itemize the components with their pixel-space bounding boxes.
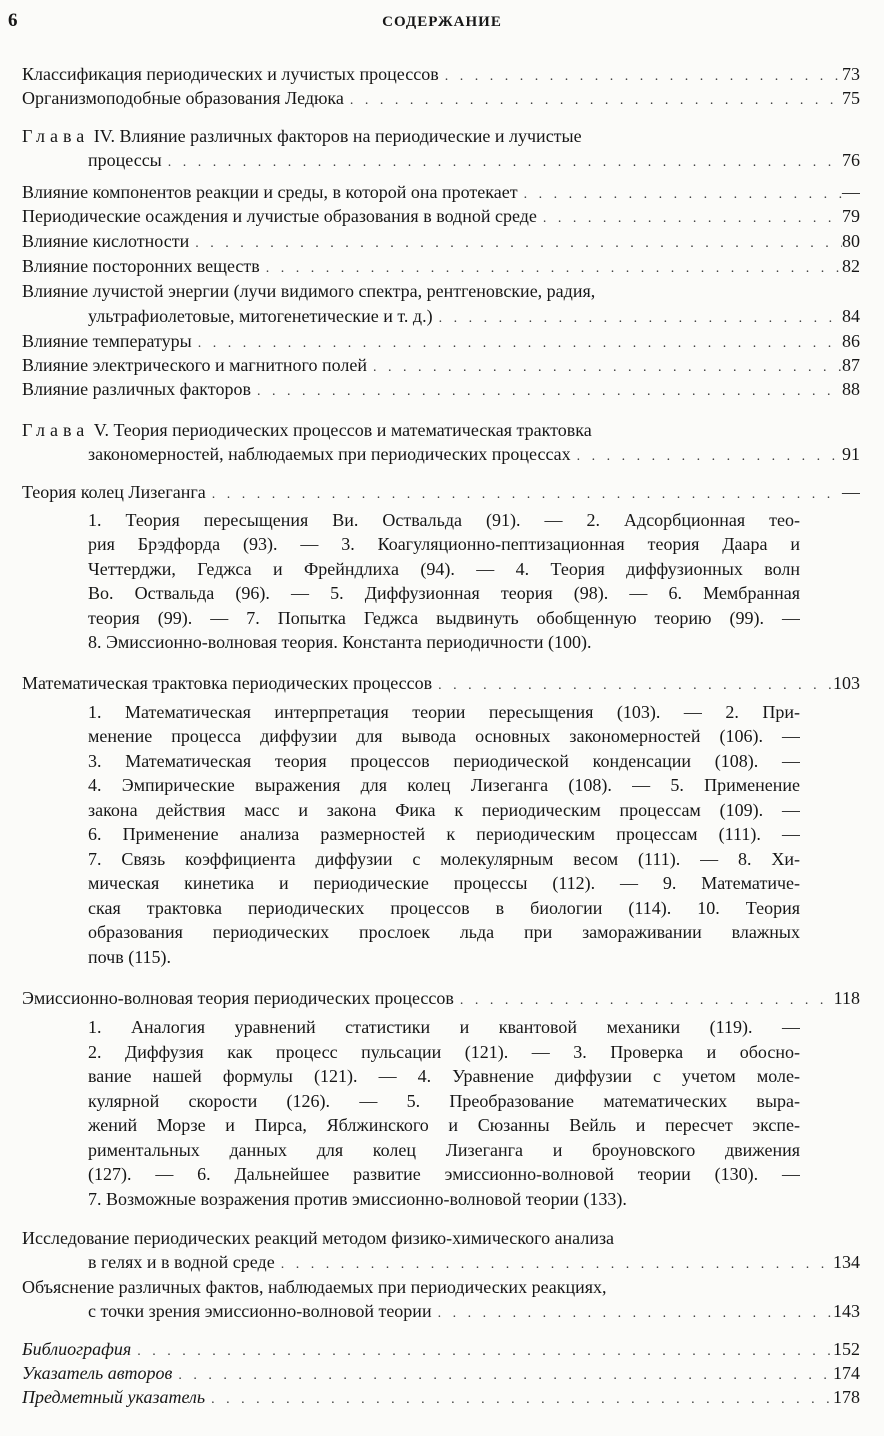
leader-dots: [537, 207, 842, 228]
toc-entry: [88, 442, 860, 466]
toc-entry: [88, 304, 860, 328]
toc-entry-page: 118: [833, 988, 860, 1008]
toc-entry-title: Периодические осаждения и лучистые образования в водной среде: [22, 206, 537, 226]
subsection-line: мическая кинетика и периодические процессы (112). — 9. Математиче-: [88, 873, 800, 893]
chapter-heading: [22, 418, 592, 442]
chapter-heading: [22, 124, 582, 148]
toc-entry-title: Влияние компонентов реакции и среды, в которой она протекает: [22, 182, 518, 202]
toc-entry-page: —: [842, 482, 860, 502]
toc-entry-line: Влияние лучистой энергии (лучи видимого спектра, рентгеновские, радия,: [22, 281, 596, 301]
toc-entry-page: 152: [833, 1339, 860, 1359]
toc-entry-title: Влияние температуры: [22, 331, 192, 351]
subsection-line: жений Морзе и Пирса, Яблжинского и Сюзанны Вейль и пересчет экспе-: [88, 1115, 800, 1135]
toc-entry-title: ультрафиолетовые, митогенетические и т. д.): [88, 306, 433, 326]
subsection-line: 1. Теория пересыщения Ви. Оствальда (91). — 2. Адсорбционная тео-: [88, 510, 800, 530]
leader-dots: [192, 332, 842, 353]
subsection-line: 1. Аналогия уравнений статистики и квантовой механики (119). —: [88, 1017, 800, 1037]
toc-entry-title: Организмоподобные образования Ледюка: [22, 88, 344, 108]
leader-dots: [162, 151, 842, 172]
subsection-line: 2. Диффузия как процесс пульсации (121). — 3. Проверка и обосно-: [88, 1042, 800, 1062]
toc-entry-title: Влияние электрического и магнитного полей: [22, 355, 367, 375]
toc-entry: [22, 671, 860, 695]
toc-entry-page: 134: [833, 1252, 860, 1272]
subsection-line: 3. Математическая теория процессов периодической конденсации (108). —: [88, 751, 800, 771]
toc-entry: [88, 148, 860, 172]
leader-dots: [432, 674, 833, 695]
subsection-line: менение процесса диффузии для вывода основных закономерностей (106). —: [88, 726, 800, 746]
toc-entry-page: 143: [833, 1301, 860, 1321]
toc-entry-page: 82: [842, 256, 860, 276]
toc-entry-page: 76: [842, 150, 860, 170]
subsection-line: 8. Эмиссионно-волновая теория. Константа периодичности (100).: [88, 632, 592, 652]
toc-entry-title: Классификация периодических и лучистых процессов: [22, 64, 439, 84]
leader-dots: [189, 232, 842, 253]
toc-entry-title: Библиография: [22, 1339, 132, 1359]
toc-entry-page: 178: [833, 1387, 860, 1407]
subsection-line: теория (99). — 7. Попытка Геджса выдвинуть обобщенную теорию (99). —: [88, 608, 800, 628]
chapter-title-line: IV. Влияние различных факторов на периодические и лучистые: [93, 126, 582, 146]
subsection-line: 7. Возможные возражения против эмиссионно-волновой теории (133).: [88, 1189, 627, 1209]
leader-dots: [131, 1340, 833, 1361]
leader-dots: [205, 1388, 833, 1409]
leader-dots: [571, 445, 842, 466]
leader-dots: [367, 356, 842, 377]
subsection-line: 7. Связь коэффициента диффузии с молекулярным весом (111). — 8. Хи-: [88, 849, 800, 869]
subsection-line: Во. Оствальда (96). — 5. Диффузионная теория (98). — 6. Мембранная: [88, 583, 800, 603]
toc-entry-page: 80: [842, 231, 860, 251]
page-header-title: СОДЕРЖАНИЕ: [382, 14, 502, 30]
toc-entry-title: Влияние различных факторов: [22, 379, 251, 399]
page-number: 6: [8, 10, 18, 31]
toc-entry-page: 87: [842, 355, 860, 375]
toc-entry: [22, 986, 860, 1010]
toc-entry: [22, 86, 860, 110]
leader-dots: [275, 1253, 833, 1274]
toc-entry-title: Теория колец Лизеганга: [22, 482, 206, 502]
subsection-line: 6. Применение анализа размерностей к периодическим процессам (111). —: [88, 824, 800, 844]
subsection-line: образования периодических прослоек льда при замораживании влажных: [88, 922, 800, 942]
chapter-title-line: V. Теория периодических процессов и математическая трактовка: [93, 420, 592, 440]
toc-entry: [88, 1299, 860, 1323]
leader-dots: [260, 257, 842, 278]
toc-entry-page: 75: [842, 88, 860, 108]
leader-dots: [251, 380, 842, 401]
toc-entry: [22, 1337, 860, 1361]
toc-entry: [22, 62, 860, 86]
toc-entry-title: с точки зрения эмиссионно-волновой теории: [88, 1301, 432, 1321]
subsection-line: кулярной скорости (126). — 5. Преобразование математических выра-: [88, 1091, 800, 1111]
toc-entry: [22, 353, 860, 377]
toc-entry: [22, 229, 860, 253]
leader-dots: [454, 989, 834, 1010]
toc-entry-page: 73: [842, 64, 860, 84]
toc-entry-page: 86: [842, 331, 860, 351]
toc-entry-title: Указатель авторов: [22, 1363, 173, 1383]
toc-entry-page: —: [842, 182, 860, 202]
leader-dots: [433, 307, 842, 328]
chapter-title-line: закономерностей, наблюдаемых при периодических процессах: [88, 444, 571, 464]
toc-entry: [22, 254, 860, 278]
chapter-label: Глава: [22, 126, 90, 146]
chapter-label: Глава: [22, 420, 90, 440]
toc-entry-page: 174: [833, 1363, 860, 1383]
subsection-line: вание нашей формулы (121). — 4. Уравнение диффузии с учетом моле-: [88, 1066, 800, 1086]
subsection-line: ская трактовка периодических процессов в биологии (114). 10. Теория: [88, 898, 800, 918]
toc-entry-page: 79: [842, 206, 860, 226]
toc-entry: [88, 1250, 860, 1274]
toc-entry-line: Объяснение различных фактов, наблюдаемых при периодических реакциях,: [22, 1277, 607, 1297]
toc-entry-page: 84: [842, 306, 860, 326]
toc-entry-page: 103: [833, 673, 860, 693]
leader-dots: [172, 1364, 833, 1385]
subsection-line: закона действия масс и закона Фика к периодическим процессам (109). —: [88, 800, 800, 820]
subsection-line: 4. Эмпирические выражения для колец Лизеганга (108). — 5. Применение: [88, 775, 800, 795]
toc-entry-title: Математическая трактовка периодических процессов: [22, 673, 433, 693]
toc-entry: [22, 377, 860, 401]
subsection-line: (127). — 6. Дальнейшее развитие эмиссионно-волновой теории (130). —: [88, 1164, 800, 1184]
toc-entry: [22, 204, 860, 228]
subsection-line: 1. Математическая интерпретация теории пересыщения (103). — 2. При-: [88, 702, 800, 722]
leader-dots: [344, 89, 842, 110]
chapter-title-line: процессы: [88, 150, 162, 170]
toc-entry-page: 88: [842, 379, 860, 399]
toc-entry-title: Влияние посторонних веществ: [22, 256, 260, 276]
toc-entry: [22, 1361, 860, 1385]
toc-entry-title: Влияние кислотности: [22, 231, 190, 251]
leader-dots: [206, 483, 842, 504]
toc-entry-page: 91: [842, 444, 860, 464]
subsection-line: почв (115).: [88, 947, 172, 967]
subsection-line: Четтерджи, Геджса и Фрейндлиха (94). — 4. Теория диффузионных волн: [88, 559, 800, 579]
leader-dots: [518, 183, 842, 204]
toc-entry: [22, 180, 860, 204]
toc-entry-title: Эмиссионно-волновая теория периодических процессов: [22, 988, 454, 1008]
leader-dots: [439, 65, 842, 86]
toc-entry-line: Исследование периодических реакций методом физико-химического анализа: [22, 1228, 615, 1248]
toc-entry: [22, 480, 860, 504]
toc-entry: [22, 329, 860, 353]
leader-dots: [432, 1302, 833, 1323]
subsection-line: риментальных данных для колец Лизеганга и броуновского движения: [88, 1140, 800, 1160]
toc-entry-title: в гелях и в водной среде: [88, 1252, 275, 1272]
subsection-line: рия Брэдфорда (93). — 3. Коагуляционно-пептизационная теория Даара и: [88, 534, 800, 554]
toc-entry-title: Предметный указатель: [22, 1387, 206, 1407]
toc-entry: [22, 1385, 860, 1409]
